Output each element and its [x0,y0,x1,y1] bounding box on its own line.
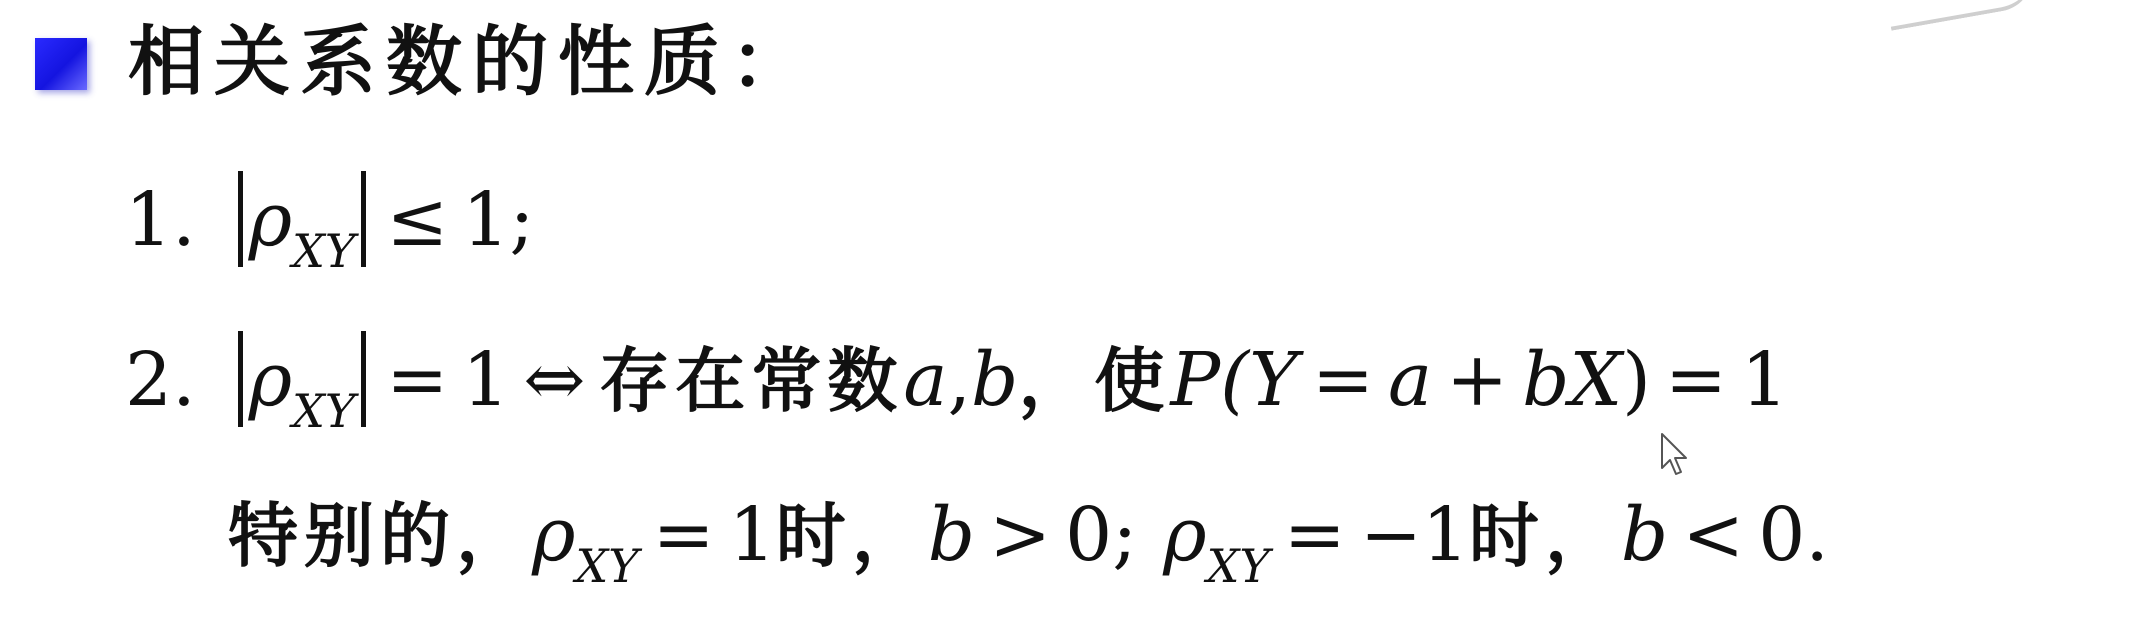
equals-symbol: = [1283,492,1346,578]
special-case-note [228,480,1829,599]
var-Y: Y [1249,337,1298,423]
zero-value: 0. [1758,492,1829,578]
comma: , [947,337,972,423]
rho-symbol: ρ [248,177,293,263]
greater-than-symbol: > [989,492,1052,578]
slide-heading: 相关系数的性质： [128,17,816,106]
text-in-particular: 特别的， [228,495,532,577]
rho-value-positive: 1 [728,492,776,578]
item-number: 1. [125,177,196,263]
property-2 [125,325,1788,444]
var-b: b [927,492,976,578]
abs-bar-left [238,331,243,427]
mouse-cursor-icon [1660,432,1690,478]
rho-value-negative: −1 [1359,492,1469,578]
rho-subscript: XY [292,384,356,438]
equals-symbol: = [652,492,715,578]
rho-symbol: ρ [1163,492,1207,578]
property-1 [125,165,534,284]
item-number: 2. [125,337,196,423]
var-bX: bX [1522,337,1623,423]
equals-symbol: = [1665,337,1728,423]
prob-value: 1 [1741,337,1789,423]
var-a: a [1387,337,1433,423]
rho-symbol: ρ [532,492,576,578]
var-b: b [971,337,1019,423]
equals-symbol: = [1311,337,1374,423]
bound-value: 1; [462,177,535,263]
rho-subscript: XY [292,224,356,278]
less-than-symbol: < [1682,492,1745,578]
iff-symbol: ⇔ [523,337,586,423]
cn-comma: ， [1018,340,1095,422]
abs-bar-right [361,331,366,427]
rho-subscript: XY [575,539,639,593]
text-when: 时， [775,495,928,577]
var-a: a [903,337,948,423]
bullet-square-icon [35,38,87,90]
rho-symbol: ρ [248,337,293,423]
abs-bar-right [361,171,366,267]
plus-symbol: + [1446,337,1509,423]
zero-value: 0; [1065,492,1138,578]
text-when: 时， [1468,495,1621,577]
abs-bar-left [238,171,243,267]
text-such-that: 使 [1094,340,1171,422]
prob-open: P( [1170,337,1250,423]
corner-decoration [1885,0,2039,31]
var-b: b [1620,492,1669,578]
prob-close: ) [1622,337,1652,423]
relation-symbol: ≤ [386,177,449,263]
rho-subscript: XY [1206,539,1270,593]
one-value: 1 [462,337,510,423]
text-exists-constants: 存在常数 [599,340,904,422]
equals-symbol: = [386,337,449,423]
